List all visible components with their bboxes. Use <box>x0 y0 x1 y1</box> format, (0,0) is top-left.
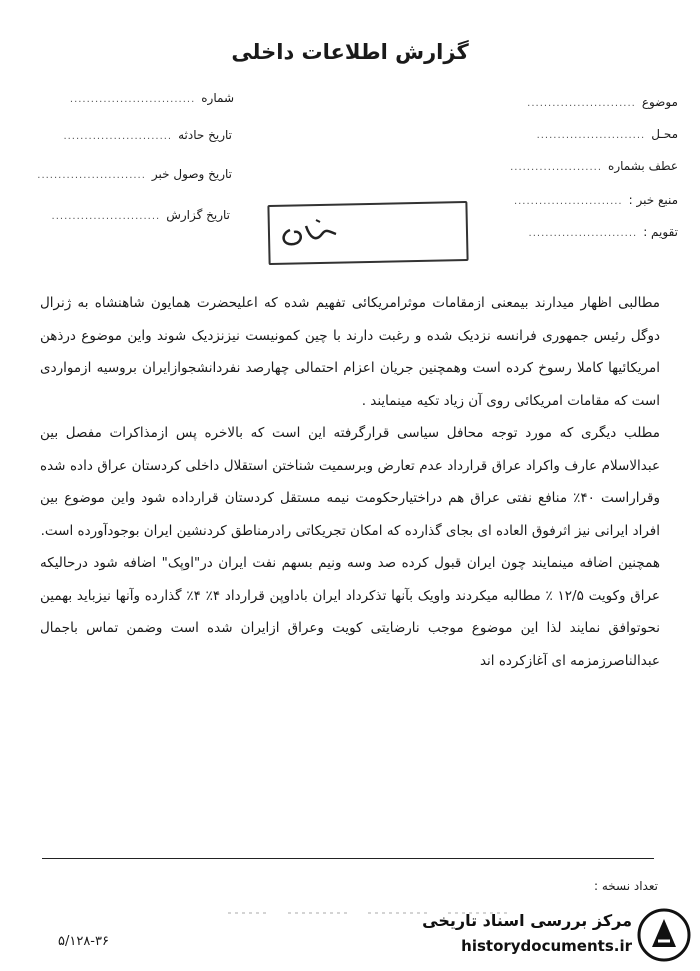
field-reference-dots: ...................... <box>510 162 603 173</box>
field-receipt-date-label: تاریخ وصول خبر <box>151 167 232 181</box>
field-report-date-label: تاریخ گزارش <box>166 208 230 222</box>
field-number-dots: .............................. <box>69 94 196 105</box>
field-reference-label: عطف بشماره <box>608 159 678 173</box>
handwritten-stamp-mark <box>276 212 346 252</box>
field-number-label: شماره <box>201 91 234 105</box>
field-subject-dots: .......................... <box>527 98 636 109</box>
field-source-dots: .......................... <box>513 196 623 207</box>
field-location-dots: .......................... <box>536 130 646 141</box>
field-report-date <box>52 208 230 222</box>
footer-divider <box>42 858 654 859</box>
archive-logo-icon <box>636 907 692 963</box>
field-source-label: منبع خبر : <box>628 193 678 207</box>
watermark-url: historydocuments.ir <box>461 937 632 955</box>
field-reference <box>510 159 678 173</box>
field-incident-date-label: تاریخ حادثه <box>178 128 232 142</box>
field-incident-date <box>63 128 232 142</box>
field-location-label: محـل <box>651 127 678 141</box>
field-incident-date-dots: .......................... <box>63 131 173 142</box>
field-receipt-date-dots: .......................... <box>37 170 146 181</box>
field-subject-label: موضوع <box>641 95 678 109</box>
field-evaluation-label: تقویم : <box>643 225 678 239</box>
document-title: گزارش اطلاعات داخلی <box>231 40 469 64</box>
paragraph-3: همچنین اضافه مینمایند چون ایران قبول کرده صد وسه ونیم بسهم نفت ایران در"اوپک" اضافه شود درحالیکه عراق وکویت ۱۲/۵ ٪ مطالبه میکردند واویک بآنها تذکرداد ایران باداوپن قرارداد ۴٪ ۴٪ گذارده وآنها نیزباید بهمین نحوتوافق نمایند لذا این موضوع موجب نارضایتی کویت وعراق ازایران شده است وضمن تماس باجمال عبدالناصرزمزمه ای آغازکرده اند <box>40 555 660 669</box>
copies-count: تعداد نسخه : <box>593 879 658 893</box>
field-evaluation-dots: .......................... <box>528 228 638 239</box>
document-number: ۵/۱۲۸-۳۶ <box>58 934 109 949</box>
field-location <box>537 127 678 141</box>
paragraph-2: مطلب دیگری که مورد توجه محافل سیاسی قرارگرفته این است که بالاخره پس ازمذاکرات مفصل بین عبدالاسلام عارف واکراد عراق قرارداد عدم تعارض وبرسمیت شناختن استقلال داخلی کردستان عراق داده شده وقراراست ۴۰٪ منافع نفتی عراق هم دراختیارحکومت نیمه مستقل کردستان قرارداده شود واین موضوع بین افراد ایرانی نیز اثرفوق العاده ای بجای گذارده که امکان تجریکاتی رادرمناطق کردنشین ایران بوجودآورده است. <box>40 425 660 539</box>
watermark-text: مرکز بررسی اسناد تاریخی <box>422 911 632 930</box>
field-source <box>514 193 678 207</box>
report-body <box>40 287 660 677</box>
archive-watermark <box>402 905 692 965</box>
field-receipt-date <box>37 167 232 181</box>
field-subject <box>527 95 678 109</box>
paragraph-1: مطالبی اظهار میدارند بیمعنی ازمقامات موثرامریکائی تفهیم شده که اعلیحضرت همایون شاهنشاه به ژنرال دوگل رئیس جمهوری فرانسه نزدیک شده و رغبت دارند با چین کمونیست نیزنزدیک شوند واین موضوع درذهن امریکائیها کاملا رسوخ کرده است وهمچنین جریان اعزام احتمالی چهارصد نفردانشجوازایران بروسیه ازمواردی است که مقامات امریکائی روی آن زیاد تکیه مینمایند . <box>40 295 660 409</box>
field-number <box>70 91 234 105</box>
field-report-date-dots: .......................... <box>51 211 161 222</box>
field-evaluation <box>529 225 678 239</box>
